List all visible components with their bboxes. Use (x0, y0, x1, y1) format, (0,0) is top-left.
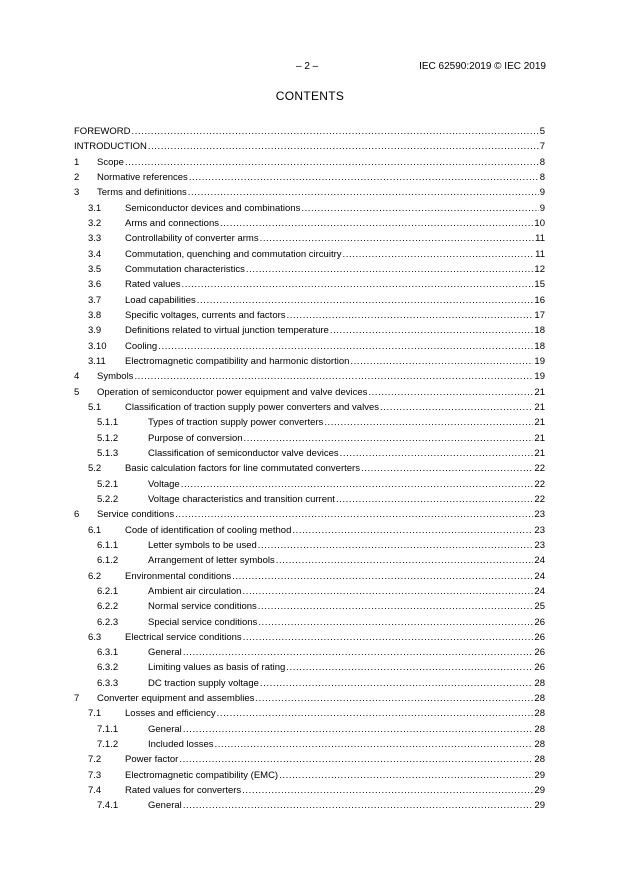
toc-entry[interactable] (74, 216, 545, 231)
toc-entry-title: Special service conditions (148, 616, 258, 628)
document-reference: IEC 62590:2019 © IEC 2019 (419, 61, 546, 72)
toc-entry-line (125, 630, 545, 645)
toc-entry-line (125, 339, 545, 354)
toc-entry-title: Rated values (125, 279, 181, 291)
toc-entry-page: 24 (534, 555, 545, 567)
toc-entry-line (97, 385, 545, 400)
toc-entry[interactable] (74, 691, 545, 706)
dot-leader (188, 185, 539, 200)
toc-entry-title: Voltage characteristics and transition current (148, 493, 335, 505)
toc-entry-number: 7.4.1 (97, 800, 119, 812)
toc-entry-line (125, 400, 545, 415)
dot-leader (292, 523, 533, 538)
toc-entry-page: 23 (534, 524, 545, 536)
toc-entry-line (125, 201, 545, 216)
dot-leader (181, 277, 533, 292)
toc-entry-number: 5.1.2 (97, 432, 119, 444)
toc-entry-number: 3.9 (88, 325, 102, 337)
toc-entry-line (125, 277, 545, 292)
toc-entry[interactable] (74, 262, 545, 277)
toc-entry-page: 28 (534, 677, 545, 689)
toc-entry-line (148, 492, 545, 507)
toc-entry[interactable] (74, 783, 545, 798)
toc-entry-line (148, 553, 545, 568)
toc-entry-page: 16 (534, 294, 545, 306)
toc-entry-line (97, 369, 545, 384)
toc-entry[interactable] (74, 706, 545, 721)
toc-entry-page: 17 (534, 309, 545, 321)
toc-entry-page: 8 (539, 171, 545, 183)
toc-entry-number: 3.4 (88, 248, 102, 260)
toc-entry-line (97, 155, 545, 170)
dot-leader (158, 339, 533, 354)
toc-entry-number: 3.3 (88, 233, 102, 245)
toc-entry[interactable] (74, 477, 545, 492)
toc-entry-page: 23 (534, 539, 545, 551)
toc-entry-number: 5.2.1 (97, 478, 119, 490)
toc-entry-number: 6.3 (88, 631, 102, 643)
toc-entry-title: Controllability of converter arms (125, 233, 259, 245)
toc-entry-line (125, 752, 545, 767)
dot-leader (197, 293, 534, 308)
toc-entry-number: 6.1.2 (97, 555, 119, 567)
toc-entry[interactable] (74, 385, 545, 400)
toc-entry-page: 22 (534, 493, 545, 505)
toc-entry-line (148, 676, 545, 691)
dot-leader (125, 155, 539, 170)
toc-entry-number: 3.11 (88, 355, 106, 367)
toc-entry-page: 21 (534, 447, 545, 459)
dot-leader (286, 660, 533, 675)
toc-entry[interactable] (74, 293, 545, 308)
toc-entry[interactable] (74, 676, 545, 691)
dot-leader (175, 507, 533, 522)
toc-entry-title: Symbols (97, 371, 134, 383)
toc-entry-number: 6.1.1 (97, 539, 119, 551)
toc-entry[interactable] (74, 185, 545, 200)
toc-entry-number: 6.3.3 (97, 677, 119, 689)
toc-entry-line (125, 523, 545, 538)
toc-entry-line (125, 569, 545, 584)
toc-entry-line (148, 599, 545, 614)
toc-entry-page: 28 (534, 708, 545, 720)
dot-leader (276, 553, 534, 568)
toc-entry-number: 6.2.2 (97, 601, 119, 613)
toc-entry[interactable] (74, 139, 545, 154)
dot-leader (350, 354, 533, 369)
toc-entry-number: 5.1.3 (97, 447, 119, 459)
toc-entry-number: 7 (74, 693, 80, 705)
toc-entry[interactable] (74, 538, 545, 553)
toc-entry-title: Classification of traction supply power converters and valves (125, 401, 379, 413)
toc-entry-title: Ambient air circulation (148, 585, 242, 597)
toc-entry[interactable] (74, 247, 545, 262)
toc-entry[interactable] (74, 323, 545, 338)
dot-leader (258, 538, 534, 553)
toc-entry[interactable] (74, 308, 545, 323)
toc-entry-title: Service conditions (97, 509, 175, 521)
dot-leader (336, 492, 533, 507)
toc-entry-page: 19 (534, 371, 545, 383)
toc-entry-number: 7.4 (88, 785, 102, 797)
dot-leader (183, 722, 534, 737)
toc-entry-line (97, 170, 545, 185)
toc-entry-line (148, 584, 545, 599)
toc-entry-title: General (148, 723, 182, 735)
toc-entry-line (125, 308, 545, 323)
dot-leader (181, 477, 534, 492)
toc-entry-line (97, 185, 545, 200)
toc-entry-page: 23 (534, 509, 545, 521)
toc-entry-line (148, 798, 545, 813)
toc-entry-page: 21 (534, 386, 545, 398)
toc-entry-line (125, 231, 545, 246)
toc-entry[interactable] (74, 752, 545, 767)
toc-entry-title: Code of identification of cooling method (125, 524, 292, 536)
toc-entry-line (125, 461, 545, 476)
toc-entry-page: 22 (534, 463, 545, 475)
toc-entry-page: 28 (534, 739, 545, 751)
toc-entry-line (74, 124, 545, 139)
toc-entry[interactable] (74, 569, 545, 584)
toc-entry-title: Normal service conditions (148, 601, 257, 613)
toc-entry-page: 29 (534, 800, 545, 812)
toc-entry-page: 21 (534, 432, 545, 444)
toc-entry-number: 6.1 (88, 524, 102, 536)
toc-entry[interactable] (74, 584, 545, 599)
toc-entry-number: 2 (74, 171, 80, 183)
toc-entry[interactable] (74, 798, 545, 813)
toc-entry-title: Classification of semiconductor valve devices (148, 447, 339, 459)
toc-entry[interactable] (74, 369, 545, 384)
toc-entry-line (125, 216, 545, 231)
dot-leader (340, 446, 534, 461)
toc-entry-title: Commutation, quenching and commutation circuitry (125, 248, 342, 260)
toc-entry-title: Losses and efficiency (125, 708, 216, 720)
toc-entry-number: 6.2.3 (97, 616, 119, 628)
toc-entry-page: 8 (539, 156, 545, 168)
toc-entry[interactable] (74, 523, 545, 538)
toc-entry-line (148, 737, 545, 752)
dot-leader (246, 262, 534, 277)
toc-entry[interactable] (74, 170, 545, 185)
toc-entry-title: Limiting values as basis of rating (148, 662, 286, 674)
toc-entry-line (148, 415, 545, 430)
dot-leader (287, 308, 534, 323)
toc-entry[interactable] (74, 277, 545, 292)
toc-entry-line (148, 645, 545, 660)
toc-entry-line (125, 247, 545, 262)
toc-entry-page: 11 (535, 233, 545, 245)
dot-leader (330, 323, 534, 338)
toc-entry[interactable] (74, 768, 545, 783)
toc-entry[interactable] (74, 737, 545, 752)
toc-entry[interactable] (74, 492, 545, 507)
toc-entry-line (125, 354, 545, 369)
toc-entry-line (125, 323, 545, 338)
toc-entry-line (125, 768, 545, 783)
toc-entry-title: Converter equipment and assemblies (97, 693, 255, 705)
dot-leader (380, 400, 533, 415)
toc-entry[interactable] (74, 461, 545, 476)
toc-entry-number: 7.1.1 (97, 723, 119, 735)
toc-entry-page: 29 (534, 769, 545, 781)
toc-entry-page: 26 (534, 631, 545, 643)
toc-entry-title: Voltage (148, 478, 180, 490)
dot-leader (214, 737, 533, 752)
toc-entry-number: 4 (74, 371, 80, 383)
dot-leader (279, 768, 533, 783)
dot-leader (189, 170, 539, 185)
toc-entry-number: 6.2.1 (97, 585, 119, 597)
toc-entry-title: Electrical service conditions (125, 631, 242, 643)
toc-entry-number: 3.2 (88, 217, 102, 229)
toc-entry-line (148, 538, 545, 553)
toc-entry[interactable] (74, 722, 545, 737)
toc-entry-number: 5.1 (88, 401, 102, 413)
toc-entry-number: 3.7 (88, 294, 102, 306)
toc-entry-title: Arrangement of letter symbols (148, 555, 275, 567)
toc-entry-line (125, 706, 545, 721)
toc-entry[interactable] (74, 431, 545, 446)
table-of-contents (74, 124, 545, 814)
dot-leader (134, 369, 533, 384)
toc-entry-page: 26 (534, 647, 545, 659)
toc-entry[interactable] (74, 553, 545, 568)
toc-entry-number: 7.1 (88, 708, 102, 720)
toc-entry-page: 19 (534, 355, 545, 367)
toc-entry-title: Load capabilities (125, 294, 196, 306)
toc-entry-page: 21 (534, 417, 545, 429)
toc-entry-number: 5.2 (88, 463, 102, 475)
toc-entry-page: 24 (534, 585, 545, 597)
toc-entry-number: 7.1.2 (97, 739, 119, 751)
dot-leader (368, 385, 533, 400)
toc-entry-line (125, 293, 545, 308)
toc-entry-page: 15 (534, 279, 545, 291)
toc-entry-page: 28 (534, 693, 545, 705)
toc-entry-page: 28 (534, 723, 545, 735)
toc-entry-number: 3.8 (88, 309, 102, 321)
toc-entry-number: 3.10 (88, 340, 107, 352)
toc-entry-line (148, 446, 545, 461)
dot-leader (301, 201, 538, 216)
toc-entry-title: Electromagnetic compatibility (EMC) (125, 769, 279, 781)
toc-entry-line (125, 783, 545, 798)
toc-entry-page: 11 (535, 248, 545, 260)
dot-leader (217, 706, 534, 721)
dot-leader (242, 783, 533, 798)
toc-entry-page: 10 (534, 217, 545, 229)
toc-entry-number: 6.3.2 (97, 662, 119, 674)
toc-entry-number: 3.6 (88, 279, 102, 291)
dot-leader (232, 569, 533, 584)
toc-entry-page: 26 (534, 616, 545, 628)
toc-entry-number: 5.1.1 (97, 417, 119, 429)
toc-entry-number: 6.3.1 (97, 647, 119, 659)
toc-entry-page: 25 (534, 601, 545, 613)
toc-entry-title: Purpose of conversion (148, 432, 243, 444)
toc-entry-number: 3.1 (88, 202, 102, 214)
dot-leader (255, 691, 533, 706)
dot-leader (260, 231, 535, 246)
toc-entry-line (148, 722, 545, 737)
dot-leader (179, 752, 533, 767)
toc-entry[interactable] (74, 645, 545, 660)
toc-entry-number: 6.2 (88, 570, 102, 582)
toc-entry-title: Basic calculation factors for line commutated converters (125, 463, 360, 475)
toc-entry-page: 5 (539, 126, 545, 137)
toc-entry-title: Types of traction supply power converters (148, 417, 324, 429)
toc-entry-page: 9 (539, 187, 545, 199)
toc-entry-line (125, 262, 545, 277)
toc-entry[interactable] (74, 339, 545, 354)
toc-entry[interactable] (74, 400, 545, 415)
toc-entry-title: Scope (97, 156, 124, 168)
toc-entry-title: Included losses (148, 739, 214, 751)
toc-entry-page: 22 (534, 478, 545, 490)
toc-entry-page: 21 (534, 401, 545, 413)
toc-entry-line (74, 139, 545, 154)
toc-entry-page: 18 (534, 325, 545, 337)
toc-entry-page: 7 (539, 141, 545, 153)
toc-entry-title: Semiconductor devices and combinations (125, 202, 301, 214)
page-header (296, 61, 546, 72)
toc-entry-number: 6 (74, 509, 80, 521)
toc-entry-title: Normative references (97, 171, 188, 183)
dot-leader (361, 461, 533, 476)
toc-entry-page: 12 (534, 263, 545, 275)
toc-entry[interactable] (74, 415, 545, 430)
toc-entry-title: Specific voltages, currents and factors (125, 309, 286, 321)
toc-entry-title: Definitions related to virtual junction temperature (125, 325, 329, 337)
toc-entry-title: FOREWORD (74, 126, 131, 137)
dot-leader (258, 615, 533, 630)
toc-entry-title: General (148, 647, 182, 659)
dot-leader (148, 139, 539, 154)
toc-entry-line (97, 691, 545, 706)
toc-entry[interactable] (74, 660, 545, 675)
toc-entry-number: 3 (74, 187, 80, 199)
toc-entry[interactable] (74, 507, 545, 522)
toc-entry-title: Power factor (125, 754, 179, 766)
dot-leader (324, 415, 533, 430)
toc-entry-title: INTRODUCTION (74, 141, 147, 153)
dot-leader (258, 599, 534, 614)
toc-entry-title: Rated values for converters (125, 785, 242, 797)
dot-leader (220, 216, 533, 231)
toc-entry-number: 5.2.2 (97, 493, 119, 505)
toc-entry-line (148, 660, 545, 675)
toc-entry-title: Operation of semiconductor power equipment and valve devices (97, 386, 368, 398)
toc-entry-line (148, 477, 545, 492)
toc-entry-number: 5 (74, 386, 80, 398)
toc-entry-title: Terms and definitions (97, 187, 187, 199)
dot-leader (343, 247, 535, 262)
toc-entry-number: 7.2 (88, 754, 102, 766)
toc-entry-title: DC traction supply voltage (148, 677, 259, 689)
toc-entry-title: Cooling (125, 340, 158, 352)
toc-entry-title: Commutation characteristics (125, 263, 245, 275)
toc-entry[interactable] (74, 615, 545, 630)
toc-entry-title: Arms and connections (125, 217, 219, 229)
page-number: – 2 – (296, 61, 319, 72)
dot-leader (183, 645, 534, 660)
toc-entry[interactable] (74, 124, 545, 139)
toc-entry-title: General (148, 800, 182, 812)
toc-entry-number: 1 (74, 156, 80, 168)
toc-entry-page: 18 (534, 340, 545, 352)
dot-leader (242, 584, 533, 599)
toc-entry-title: Letter symbols to be used (148, 539, 257, 551)
toc-entry-page: 26 (534, 662, 545, 674)
dot-leader (260, 676, 534, 691)
toc-entry-line (148, 431, 545, 446)
toc-entry[interactable] (74, 446, 545, 461)
toc-entry-page: 28 (534, 754, 545, 766)
toc-entry-title: Electromagnetic compatibility and harmonic distortion (125, 355, 350, 367)
toc-entry[interactable] (74, 201, 545, 216)
toc-entry-page: 9 (539, 202, 545, 214)
dot-leader (244, 431, 534, 446)
toc-entry[interactable] (74, 155, 545, 170)
toc-entry[interactable] (74, 630, 545, 645)
dot-leader (183, 798, 534, 813)
toc-entry-number: 7.3 (88, 769, 102, 781)
dot-leader (131, 124, 538, 139)
dot-leader (243, 630, 534, 645)
toc-entry[interactable] (74, 354, 545, 369)
toc-entry-line (97, 507, 545, 522)
toc-entry-line (148, 615, 545, 630)
toc-entry[interactable] (74, 231, 545, 246)
toc-entry-title: Environmental conditions (125, 570, 232, 582)
toc-entry-page: 24 (534, 570, 545, 582)
toc-entry-page: 29 (534, 785, 545, 797)
toc-entry-number: 3.5 (88, 263, 102, 275)
toc-entry[interactable] (74, 599, 545, 614)
page-title: CONTENTS (275, 89, 345, 103)
